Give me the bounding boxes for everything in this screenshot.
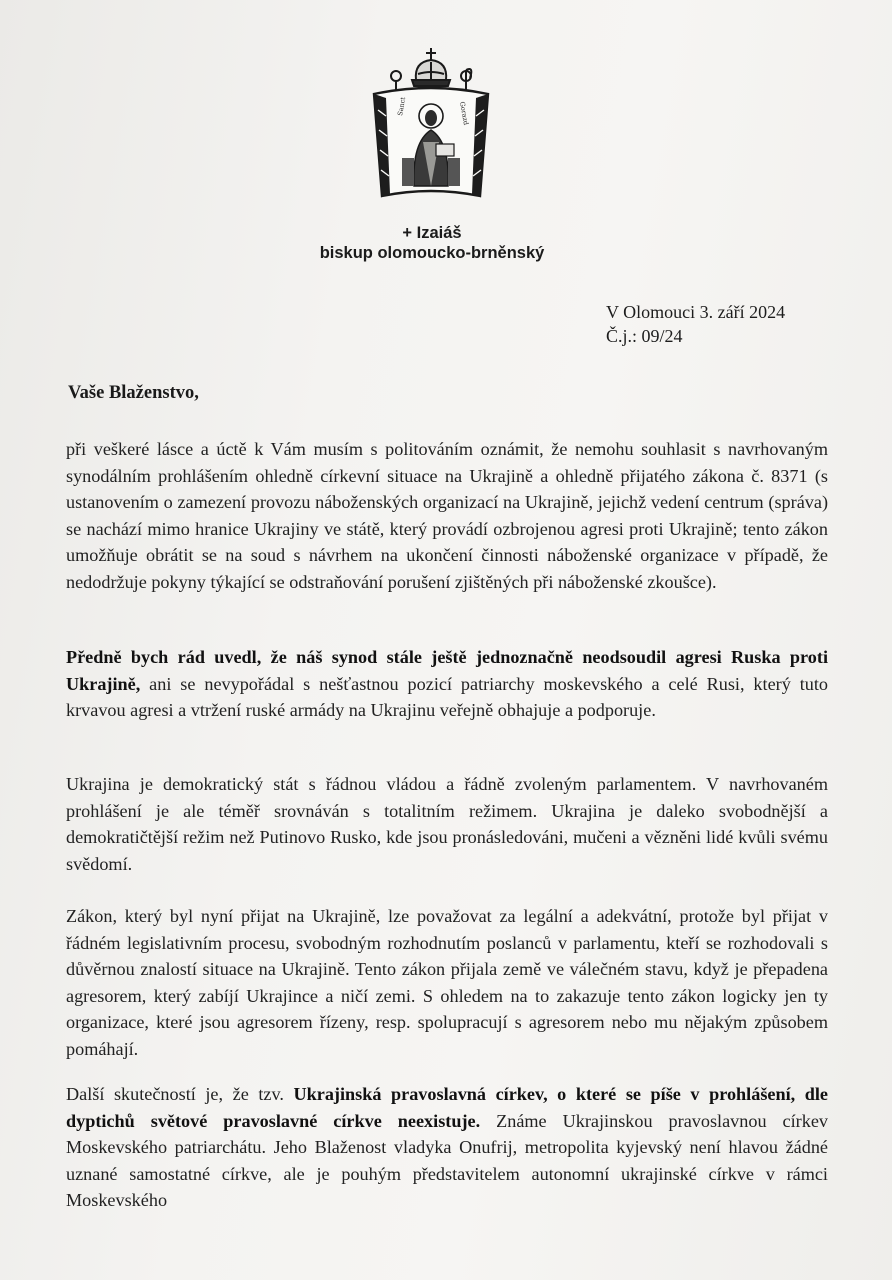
orthodox-crest-icon [366,46,496,202]
paragraph-5 [66,1081,828,1214]
paragraph-4: Zákon, který byl nyní přijat na Ukrajině, lze považovat za legální a adekvátní, protože byl přijat v řádném legislativním procesu, svobodným rozhodnutím poslanců v parlamentu, kteří se rozhodovali s důvěrnou znalostí situace na Ukrajině. Tento zákon přijala země ve válečném stavu, když je přepadena agresorem, který zabíjí Ukrajince a ničí zemi. S ohledem na to zakazuje tento zákon logicky jen ty organizace, které jsou agresorem řízeny, resp. spolupracují s agresorem nebo mu nějakým způsobem pomáhají. [66,906,828,1059]
reference-number: Č.j.: 09/24 [606,326,683,346]
sender-name: + Izaiáš [402,224,462,242]
crest-inscription-right: Gorazd [458,100,471,126]
sender-title: biskup olomoucko-brněnský [319,244,545,262]
paragraph-2-text: ani se nevypořádal s nešťastnou pozicí patriarchy moskevského a celé Rusi, který tuto krvavou agresi a vtržení ruské armády na Ukrajinu veřejně obhajuje a podporuje. [66,673,828,721]
paragraph-5-bold: Ukrajinská pravoslavná církev, o které se píše v prohlášení, dle dyptichů světové pravoslavné církve neexistuje. [66,1084,828,1131]
paragraph-2 [66,644,828,724]
place-date: V Olomouci 3. září 2024 [606,302,786,322]
paragraph-2-bold: Předně bych rád uvedl, že náš synod stále ještě jednoznačně neodsoudil agresi Ruska proti Ukrajině, [66,647,828,694]
date-reference-block [606,300,785,348]
salutation: Vaše Blaženstvo, [68,383,199,403]
paragraph-5-start: Další skutečností je, že tzv. [66,1084,294,1104]
paragraph-1: při veškeré lásce a úctě k Vám musím s politováním oznámit, že nemohu souhlasit s navrhovaným synodálním prohlášením ohledně církevní situace na Ukrajině a ohledně přijatého zákona č. 8371 (s ustanovením o zamezení provozu náboženských organizací na Ukrajině, jejichž vedení centrum (správa) se nachází mimo hranice Ukrajiny ve státě, který provádí ozbrojenou agresi proti Ukrajině; tento zákon umožňuje obrátit se na soud s návrhem na ukončení činnosti náboženské organizace v případě, že nedodržuje pokyny týkající se odstraňování porušení zjištěných při náboženské zkoušce). [66,439,828,592]
paragraph-3: Ukrajina je demokratický stát s řádnou vládou a řádně zvoleným parlamentem. V navrhovaném prohlášení je ale téměř srovnáván s totalitním režimem. Ukrajina je daleko svobodnější a demokratičtější režim než Putinovo Rusko, kde jsou pronásledováni, mučeni a vězněni lidé kvůli svému svědomí. [66,774,828,874]
paragraph-5-text: Známe Ukrajinskou pravoslavnou církev Moskevského patriarchátu. Jeho Blaženost vladyka Onufrij, metropolita kyjevský není hlavou žádné uznané samostatné církve, ale je pouhým představitelem autonomní ukrajinské církve v rámci Moskevského [66,1110,828,1211]
crest-inscription-left: Sanct [396,96,408,117]
